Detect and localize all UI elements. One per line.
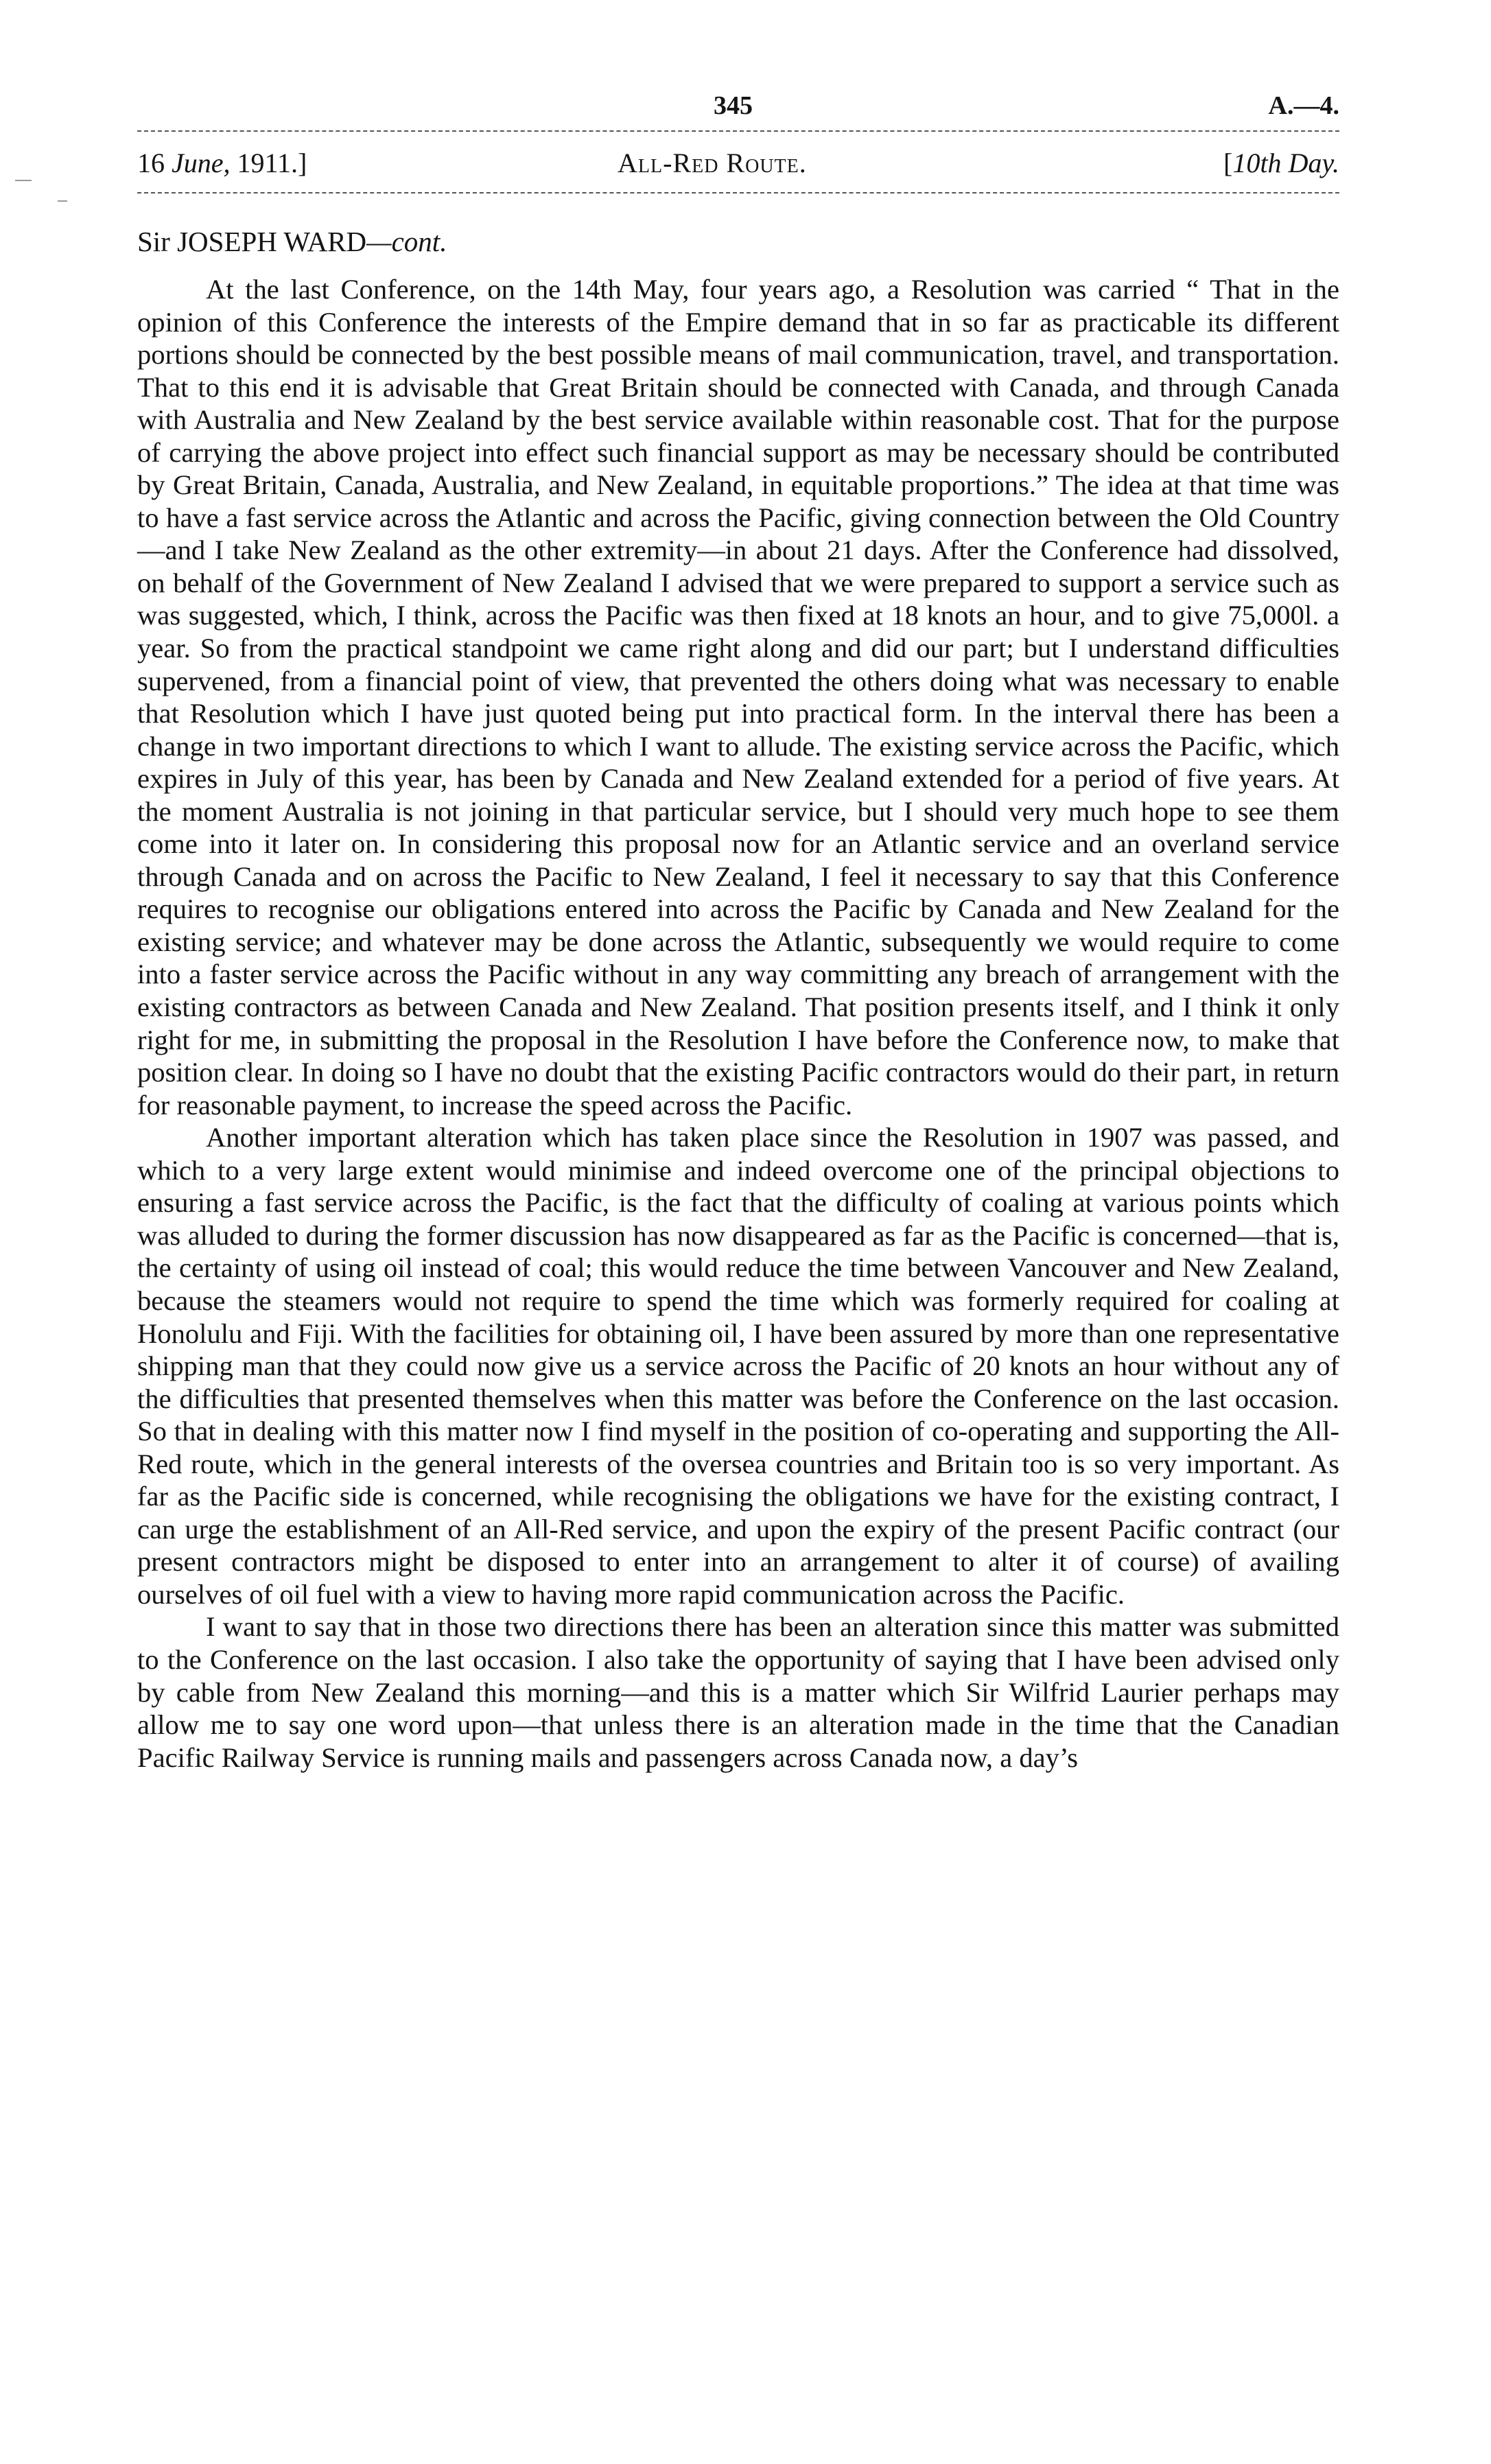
margin-mark: [15, 180, 32, 181]
running-head-title: All-Red Route.: [618, 148, 807, 178]
date-year: 1911.]: [237, 148, 307, 178]
paragraph: I want to say that in those two directions there has been an alteration since this matter was submitted to the Conference on the last occasion. I also take the opportunity of saying that I have been advised only by cable from New Zealand this morning—and this is a matter which Sir Wilfrid Laurier perhaps may allow me to say one word upon—that unless there is an alteration made in the time that the Canadian Pacific Railway Service is running mails and passengers across Canada now, a day’s: [137, 1611, 1339, 1773]
page-top-line: [137, 82, 1339, 130]
speaker-name: Sir JOSEPH WARD: [137, 226, 367, 257]
running-head-day: [1223, 147, 1339, 179]
speaker-continued: —cont.: [366, 226, 447, 257]
day-ordinal: 10th: [1232, 148, 1282, 178]
margin-mark: [58, 200, 67, 202]
date-day: 16: [137, 148, 165, 178]
paragraph: Another important alteration which has taken place since the Resolution in 1907 was passed, and which to a very large extent would minimise and indeed overcome one of the principal objections to ensuring a fast service across the Pacific, is the fact that the difficulty of coaling at various points which was alluded to during the former discussion has now disappeared as far as the Pacific is concerned—that is, the certainty of using oil instead of coal; this would reduce the time between Vancouver and New Zealand, because the steamers would not require to spend the time which was formerly required for coaling at Honolulu and Fiji. With the facilities for obtaining oil, I have been assured by more than one representative shipping man that they could now give us a service across the Pacific of 20 knots an hour without any of the difficulties that presented themselves when this matter was before the Conference on the last occasion. So that in dealing with this matter now I find myself in the position of co-operating and supporting the All-Red route, which in the general interests of the oversea countries and Britain too is so very important. As far as the Pacific side is concerned, while recognising the obligations we have for the existing contract, I can urge the establishment of an All-Red service, and upon the expiry of the present Pacific contract (our present contractors might be disposed to enter into an arrangement to alter it of course) of availing ourselves of oil fuel with a view to having more rapid communication across the Pacific.: [137, 1122, 1339, 1610]
speaker-heading: [137, 225, 1339, 258]
paragraph: At the last Conference, on the 14th May, four years ago, a Resolution was carried “ That in the opinion of this Conference the interests of the Empire demand that in so far as practicable its different portions should be connected by the best possible means of mail communication, travel, and transportation. That to this end it is advisable that Great Britain should be connected with Canada, and through Canada with Australia and New Zealand by the best service available within reasonable cost. That for the purpose of carrying the above project into effect such financial support as may be necessary should be contributed by Great Britain, Canada, Australia, and New Zealand, in equitable proportions.” The idea at that time was to have a fast service across the Atlantic and across the Pacific, giving connection between the Old Country—and I take New Zealand as the other extremity—in about 21 days. After the Conference had dissolved, on behalf of the Government of New Zealand I advised that we were prepared to support a service such as was suggested, which, I think, across the Pacific was then fixed at 18 knots an hour, and to give 75,000l. a year. So from the practical standpoint we came right along and did our part; but I understand difficulties supervened, from a financial point of view, that prevented the others doing what was necessary to enable that Resolution which I have just quoted being put into practical form. In the interval there has been a change in two important directions to which I want to allude. The existing service across the Pacific, which expires in July of this year, has been by Canada and New Zealand extended for a period of five years. At the moment Australia is not joining in that particular service, but I should very much hope to see them come into it later on. In considering this proposal now for an Atlantic service and an overland service through Canada and on across the Pacific to New Zealand, I feel it necessary to say that this Conference requires to recognise our obligations entered into across the Pacific by Canada and New Zealand for the existing service; and whatever may be done across the Atlantic, subsequently we would require to come into a faster service across the Pacific without in any way committing any breach of arrangement with the existing contractors as between Canada and New Zealand. That position presents itself, and I think it only right for me, in submitting the proposal in the Resolution I have before the Conference now, to make that position clear. In doing so I have no doubt that the existing Pacific contractors would do their part, in return for reasonable payment, to increase the speed across the Pacific.: [137, 274, 1339, 1120]
running-head-date: [137, 147, 307, 179]
header-rule-bottom: [137, 192, 1339, 193]
day-word: Day.: [1288, 148, 1339, 178]
document-page: [137, 82, 1339, 1774]
day-bracket: [: [1223, 148, 1233, 178]
date-month: June,: [172, 148, 231, 178]
document-reference: A.—4.: [1268, 91, 1339, 120]
page-number: 345: [714, 91, 753, 120]
speech-body: [137, 273, 1339, 1774]
running-head: [137, 132, 1339, 192]
